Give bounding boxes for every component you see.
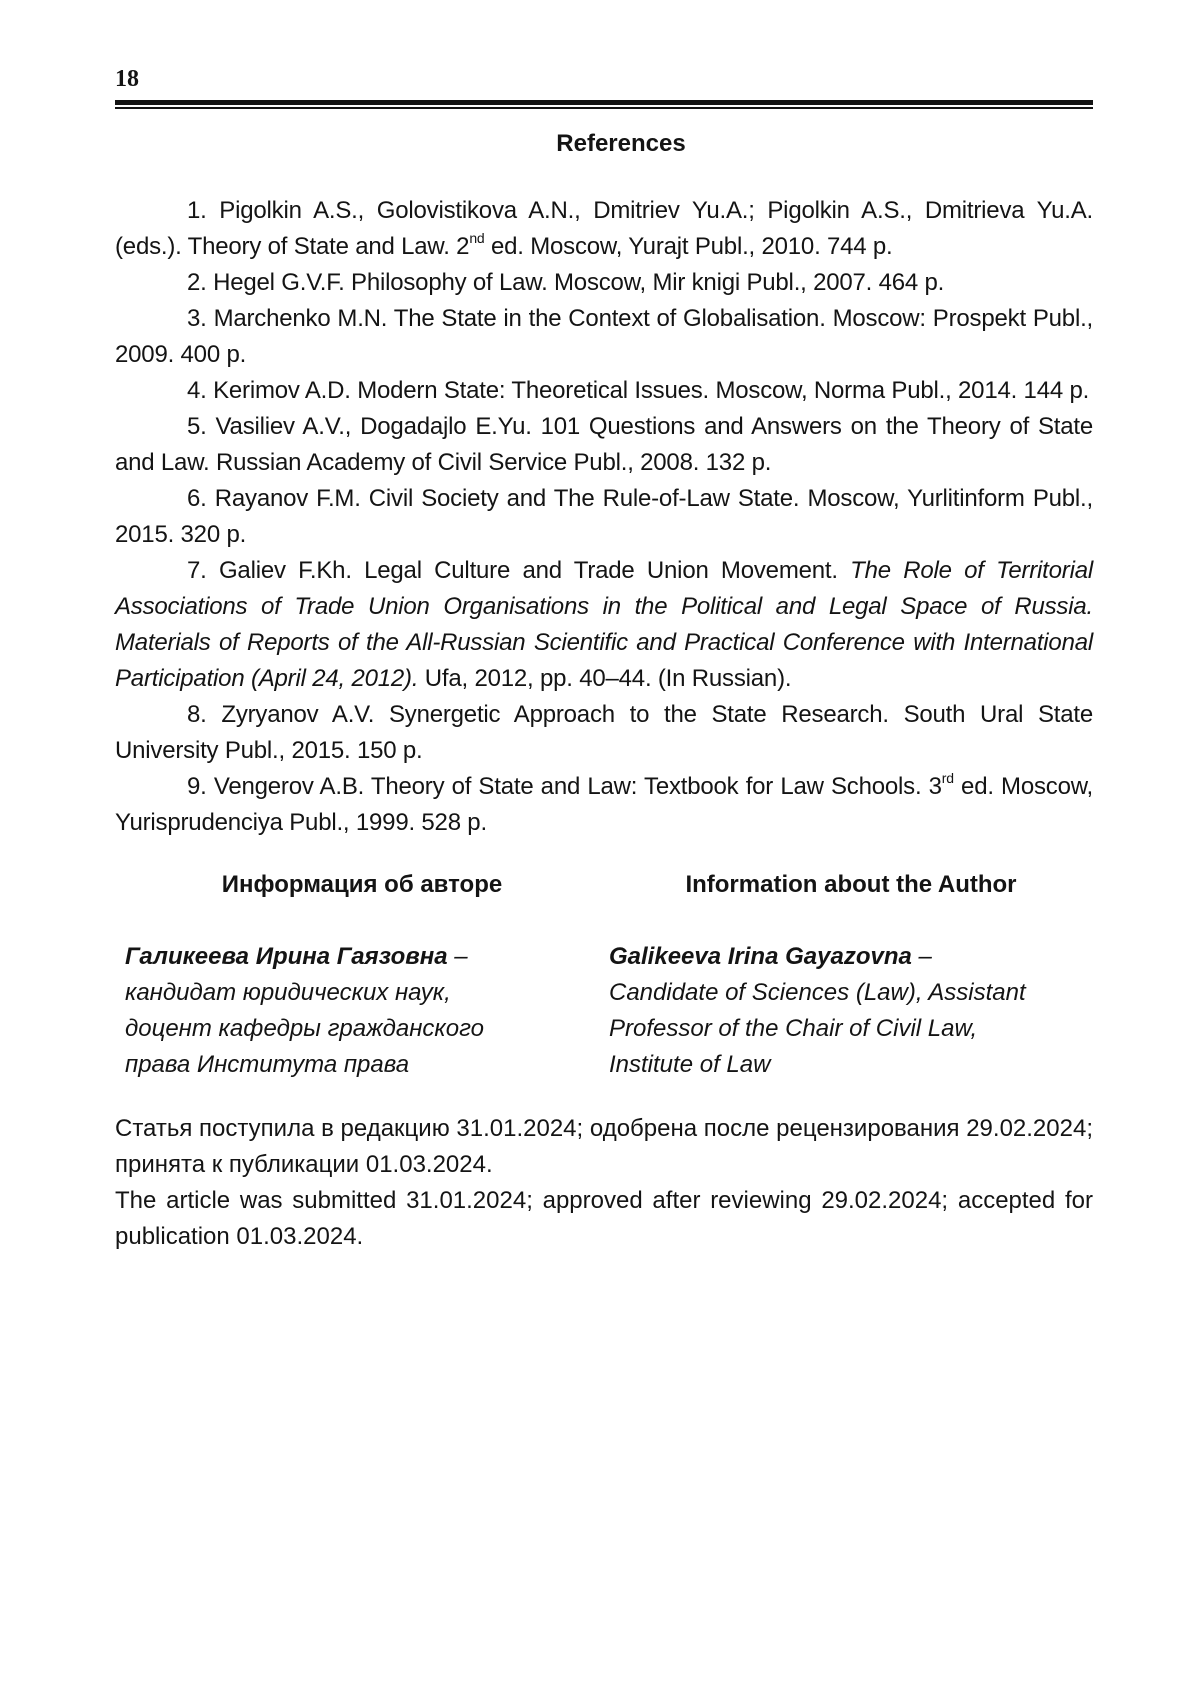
author-details-en bbox=[609, 939, 1093, 1083]
reference-superscript: nd bbox=[469, 229, 485, 246]
reference-item-4 bbox=[115, 373, 1093, 409]
reference-number: 9. bbox=[187, 772, 207, 800]
reference-number: 2. bbox=[187, 268, 207, 296]
reference-superscript: rd bbox=[941, 769, 954, 786]
reference-number: 6. bbox=[187, 484, 207, 512]
header-rule-thin bbox=[115, 107, 1093, 109]
submission-dates bbox=[115, 1111, 1093, 1255]
author-heading-en: Information about the Author bbox=[685, 870, 1017, 898]
page bbox=[115, 66, 1093, 1255]
author-dash-en: – bbox=[911, 942, 932, 970]
submission-dates-ru: Статья поступила в редакцию 31.01.2024; одобрена после рецензирования 29.02.2024; принята к публикации 01.03.2024. bbox=[115, 1114, 1093, 1178]
author-dash-ru: – bbox=[447, 942, 468, 970]
author-position-ru: доцент кафедры гражданского bbox=[125, 1014, 485, 1042]
reference-text: Vengerov A.B. Theory of State and Law: Textbook for Law Schools. 3 bbox=[213, 772, 942, 800]
reference-italic-source: The Role of Territorial Associations of Trade Union Organisations in the Political and Legal Space of Russia. Materials of Reports of the All-Russian Scientific and Practical Conference with International Participation (April 24, 2012). bbox=[115, 556, 1094, 692]
submission-dates-en: The article was submitted 31.01.2024; approved after reviewing 29.02.2024; accepted for publication 01.03.2024. bbox=[115, 1186, 1093, 1250]
references-title: References bbox=[556, 129, 686, 157]
reference-number: 7. bbox=[187, 556, 207, 584]
reference-text: Rayanov F.M. Civil Society and The Rule-of-Law State. Moscow, Yurlitinform Publ., 2015. 320 p. bbox=[115, 484, 1093, 548]
reference-item-2 bbox=[115, 265, 1093, 301]
author-name-ru: Галикеева Ирина Гаязовна bbox=[125, 942, 448, 970]
author-position-en: Professor of the Chair of Civil Law, bbox=[609, 1014, 978, 1042]
reference-number: 3. bbox=[187, 304, 207, 332]
reference-text: Vasiliev A.V., Dogadajlo E.Yu. 101 Questions and Answers on the Theory of State and Law. Russian Academy of Civil Service Publ., 2008. 132 p. bbox=[115, 412, 1094, 476]
author-details-ru bbox=[125, 939, 609, 1083]
author-institute-en: Institute of Law bbox=[609, 1050, 771, 1078]
reference-text-end: Ufa, 2012, pp. 40–44. (In Russian). bbox=[418, 664, 792, 692]
reference-text-end: ed. Moscow, Yurajt Publ., 2010. 744 p. bbox=[484, 232, 893, 260]
author-info-block bbox=[115, 869, 1093, 1083]
reference-item-9 bbox=[115, 769, 1093, 841]
header-rule-thick bbox=[115, 100, 1093, 105]
references-list bbox=[115, 193, 1093, 841]
author-degree-ru: кандидат юридических наук, bbox=[125, 978, 451, 1006]
reference-item-7 bbox=[115, 553, 1093, 697]
reference-item-6 bbox=[115, 481, 1093, 553]
author-name-en: Galikeeva Irina Gayazovna bbox=[609, 942, 912, 970]
author-heading-ru: Информация об авторе bbox=[221, 870, 503, 898]
reference-text: Pigolkin A.S., Golovistikova A.N., Dmitriev Yu.A.; Pigolkin A.S., Dmitrieva Yu.A. (eds.). Theory of State and Law. 2 bbox=[115, 196, 1093, 260]
reference-item-1 bbox=[115, 193, 1093, 265]
author-degree-en: Candidate of Sciences (Law), Assistant bbox=[609, 978, 1026, 1006]
reference-number: 8. bbox=[187, 700, 207, 728]
reference-number: 4. bbox=[187, 376, 207, 404]
reference-text: Zyryanov A.V. Synergetic Approach to the State Research. South Ural State University Publ., 2015. 150 p. bbox=[115, 700, 1094, 764]
reference-number: 1. bbox=[187, 196, 207, 224]
author-info-en bbox=[609, 869, 1093, 1083]
reference-item-8 bbox=[115, 697, 1093, 769]
author-info-ru bbox=[115, 869, 609, 1083]
reference-text: Marchenko M.N. The State in the Context of Globalisation. Moscow: Prospekt Publ., 2009. 400 p. bbox=[115, 304, 1094, 368]
page-number: 18 bbox=[115, 66, 139, 92]
reference-text: Kerimov A.D. Modern State: Theoretical Issues. Moscow, Norma Publ., 2014. 144 p. bbox=[213, 376, 1090, 404]
reference-item-3 bbox=[115, 301, 1093, 373]
reference-item-5 bbox=[115, 409, 1093, 481]
author-institute-ru: права Института права bbox=[125, 1050, 410, 1078]
reference-text: Hegel G.V.F. Philosophy of Law. Moscow, Mir knigi Publ., 2007. 464 p. bbox=[213, 268, 945, 296]
reference-text: Galiev F.Kh. Legal Culture and Trade Union Movement. bbox=[218, 556, 851, 584]
reference-text-end: ed. Moscow, Yurisprudenciya Publ., 1999. 528 p. bbox=[115, 772, 1094, 836]
reference-number: 5. bbox=[187, 412, 207, 440]
